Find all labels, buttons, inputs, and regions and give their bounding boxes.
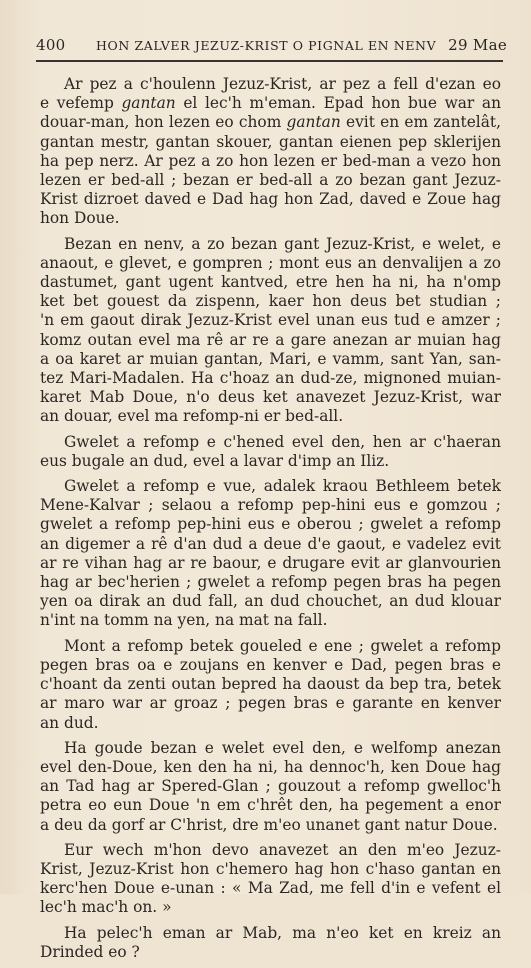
text-line: n'int na tomm na yen, na mat na fall. xyxy=(40,611,328,630)
text-line: ket bet gouest da zispenn, kaer hon deus bet studian ; xyxy=(40,292,501,311)
text-line: ar maro war ar groaz ; pegen bras e garante en kenver xyxy=(40,694,501,713)
text-line: an dud. xyxy=(40,713,99,732)
text-line: gantan mestr, gantan skouer, gantan eienen pep sklerijen xyxy=(40,132,501,151)
paragraph xyxy=(40,235,501,427)
paragraph xyxy=(40,75,501,229)
text-line: ha pep nerz. Ar pez a zo hon lezen er bed-man a vezo hon xyxy=(40,151,501,170)
paragraph xyxy=(40,924,501,962)
text-line: yen oa dirak an dud fall, an dud chouchet, an dud klouar xyxy=(40,592,501,611)
text-line: pegen bras oa e zoujans en kenver e Dad, pegen bras e xyxy=(40,655,501,674)
text-line: Gwelet a refomp e vue, adalek kraou Bethleem betek xyxy=(64,477,501,496)
text-line: tez Mari-Madalen. Ha c'hoaz an dud-ze, mignoned muian- xyxy=(40,369,501,388)
text-line: e vefemp gantan el lec'h m'eman. Epad hon bue war an xyxy=(40,94,502,113)
text-line: Gwelet a refomp e c'hened evel den, hen ar c'haeran xyxy=(64,432,501,451)
page-body xyxy=(40,75,501,968)
text-line: hon Doue. xyxy=(40,209,120,228)
text-line: evel den-Doue, ken den ha ni, ha dennoc'h, ken Doue hag xyxy=(40,757,501,776)
text-line: Drinded eo ? xyxy=(40,942,140,961)
text-line: lezen er bed-all ; bezan er bed-all a zo bezan gant Jezuz- xyxy=(40,171,501,190)
text-line: 'n em gaout dirak Jezuz-Krist evel unan eus tud e amzer ; xyxy=(40,311,501,330)
text-line: a oa karet ar muian gantan, Mari, e vamm, sant Yan, san- xyxy=(40,349,501,368)
paragraph xyxy=(40,841,501,918)
text-line: petra eo eun Doue 'n em c'hrêt den, ha pegement a enor xyxy=(40,796,501,815)
header-rule xyxy=(36,60,503,62)
text-line: karet Mab Doue, n'o deus ket anavezet Jezuz-Krist, war xyxy=(40,388,501,407)
text-line: anaout, e glevet, e gompren ; mont eus an denvalijen a zo xyxy=(40,253,501,272)
paragraph xyxy=(40,433,501,471)
text-line: eus bugale an dud, evel a lavar d'imp an Iliz. xyxy=(40,451,390,470)
text-line: an Tad hag ar Spered-Glan ; gouzout a refomp gwelloc'h xyxy=(40,777,501,796)
text-line: Krist, Jezuz-Krist hon c'hemero hag hon c'haso gantan en xyxy=(40,859,501,878)
text-line: an douar, evel ma refomp-ni er bed-all. xyxy=(40,407,344,426)
running-title: HON ZALVER JEZUZ-KRIST O PIGNAL EN NENV xyxy=(96,38,437,53)
paragraph xyxy=(40,477,501,631)
text-line: gwelet a refomp pep-hini eus e oberou ; gwelet a refomp xyxy=(40,515,501,534)
running-header xyxy=(36,36,507,58)
text-line: Ha goude bezan e welet evel den, e welfomp anezan xyxy=(64,738,501,757)
text-line: Ha pelec'h eman ar Mab, ma n'eo ket en kreiz an xyxy=(64,923,501,942)
text-line: ar re vihan hag ar re baour, e drugare evit ar glanvourien xyxy=(40,553,501,572)
text-line: Mene-Kalvar ; selaou a refomp pep-hini eus e gomzou ; xyxy=(40,496,501,515)
text-line: Bezan en nenv, a zo bezan gant Jezuz-Krist, e welet, e xyxy=(64,234,501,253)
text-line: Krist dizroet daved e Dad hag hon Zad, daved e Zoue hag xyxy=(40,190,501,209)
text-line: douar-man, hon lezen eo chom gantan evit en em zantelât, xyxy=(40,113,501,132)
paragraph xyxy=(40,637,501,733)
text-line: Eur wech m'hon devo anavezet an den m'eo Jezuz- xyxy=(64,840,501,859)
text-line: c'hoant da zenti outan bepred ha daoust da bep tra, betek xyxy=(40,675,501,694)
page-number: 400 xyxy=(36,36,66,54)
text-line: a deu da gorf ar C'hrist, dre m'eo unanet gant natur Doue. xyxy=(40,815,498,834)
text-line: hag ar bec'herien ; gwelet a refomp pegen bras ha pegen xyxy=(40,573,501,592)
text-line: komz outan evel ma rê ar re a gare anezan ar muian hag xyxy=(40,330,501,349)
text-line: dastumet, gant ugent kantved, etre hen ha ni, ha n'omp xyxy=(40,273,501,292)
text-line: lec'h mac'h on. » xyxy=(40,898,172,917)
paragraph xyxy=(40,739,501,835)
text-line: Mont a refomp betek goueled e ene ; gwelet a refomp xyxy=(64,636,501,655)
header-date: 29 Mae xyxy=(448,36,507,54)
text-line: an digemer a rê d'an dud a deue d'e gaout, e vadelez evit xyxy=(40,534,501,553)
text-line: kerc'hen Doue e-unan : « Ma Zad, me fell d'in e vefent el xyxy=(40,879,501,898)
text-line: Ar pez a c'houlenn Jezuz-Krist, ar pez a fell d'ezan eo xyxy=(64,75,501,93)
